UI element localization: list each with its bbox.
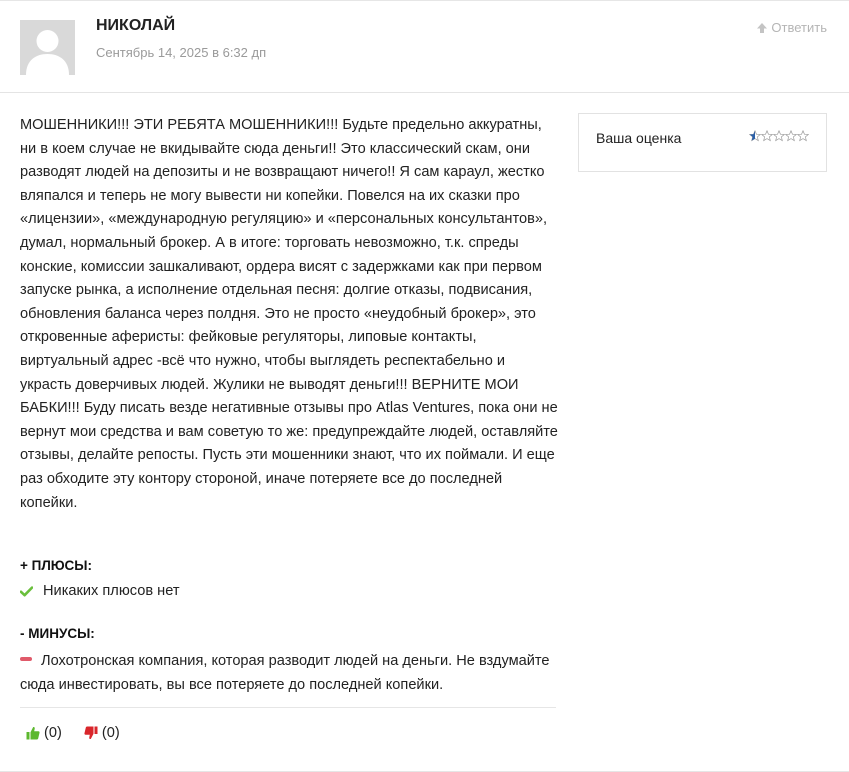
pros-title: + ПЛЮСЫ: (20, 558, 93, 573)
pros-item-text: Никаких плюсов нет (43, 583, 180, 599)
rating-label: Ваша оценка (596, 130, 682, 146)
minus-icon (20, 657, 32, 661)
comment-date: Сентябрь 14, 2025 в 6:32 дп (96, 45, 267, 60)
star-icon[interactable] (749, 130, 761, 142)
cons-title: - МИНУСЫ: (20, 626, 95, 641)
divider (20, 707, 556, 708)
like-button[interactable] (26, 725, 62, 741)
cons-item-text: Лохотронская компания, которая разводит людей на деньги. Не вздумайте сюда инвестировать, вы все потеряете до последней копейки. (20, 653, 550, 693)
star-icon[interactable] (797, 130, 809, 142)
pros-item (20, 583, 180, 599)
dislike-count: (0) (101, 725, 120, 741)
cons-item (20, 650, 560, 697)
rating-box (578, 113, 827, 172)
author-name: НИКОЛАЙ (96, 17, 176, 34)
comment-text: МОШЕННИКИ!!! ЭТИ РЕБЯТА МОШЕННИКИ!!! Будьте предельно аккуратны, ни в коем случае не вкидывайте сюда деньги!! Это классический скам, они разводят людей на депозиты и не возвращают ничего!! Я сам караул, жестко вляпался и теперь не могу вывести ни копейки. Повелся на их сказки про «лицензии», «международную регуляцию» и «персональных консультантов», думал, нормальный брокер. А в итоге: торговать невозможно, т.к. спреды конские, комиссии зашкаливают, ордера висят с задержками как при первом запуске рынка, а исполнение отдельная песня: долгие отказы, подвисания, обновления баланса через полдня. Это не просто «неудобный брокер», это откровенные аферисты: фейковые регуляторы, липовые контакты, виртуальный адрес -всё что нужно, чтобы выглядеть респектабельно и украсть доверчивых людей. Жулики не выводят деньги!!! ВЕРНИТЕ МОИ БАБКИ!!! Буду писать везде негативные отзывы про Atlas Ventures, пока они не вернут мои средства и вам советую то же: предупреждайте людей, оставляйте отзывы, делайте репосты. Пусть эти мошенники знают, что их поймали. И еще раз обходите эту контору стороной, иначе потеряете все до последней копейки. (20, 117, 558, 511)
thumbs-down-icon (84, 726, 98, 740)
user-silhouette-icon (20, 20, 75, 75)
star-icon[interactable] (761, 130, 773, 142)
star-rating[interactable] (749, 130, 809, 142)
thumbs-up-icon (26, 726, 40, 740)
votes (26, 725, 120, 741)
review-header (0, 1, 849, 93)
reply-button[interactable] (756, 20, 827, 35)
dislike-button[interactable] (84, 725, 120, 741)
avatar (20, 20, 75, 75)
arrow-up-icon (756, 22, 768, 34)
like-count: (0) (44, 725, 62, 741)
star-icon[interactable] (773, 130, 785, 142)
reply-label: Ответить (771, 20, 827, 35)
star-icon[interactable] (785, 130, 797, 142)
checkmark-icon (20, 586, 33, 597)
